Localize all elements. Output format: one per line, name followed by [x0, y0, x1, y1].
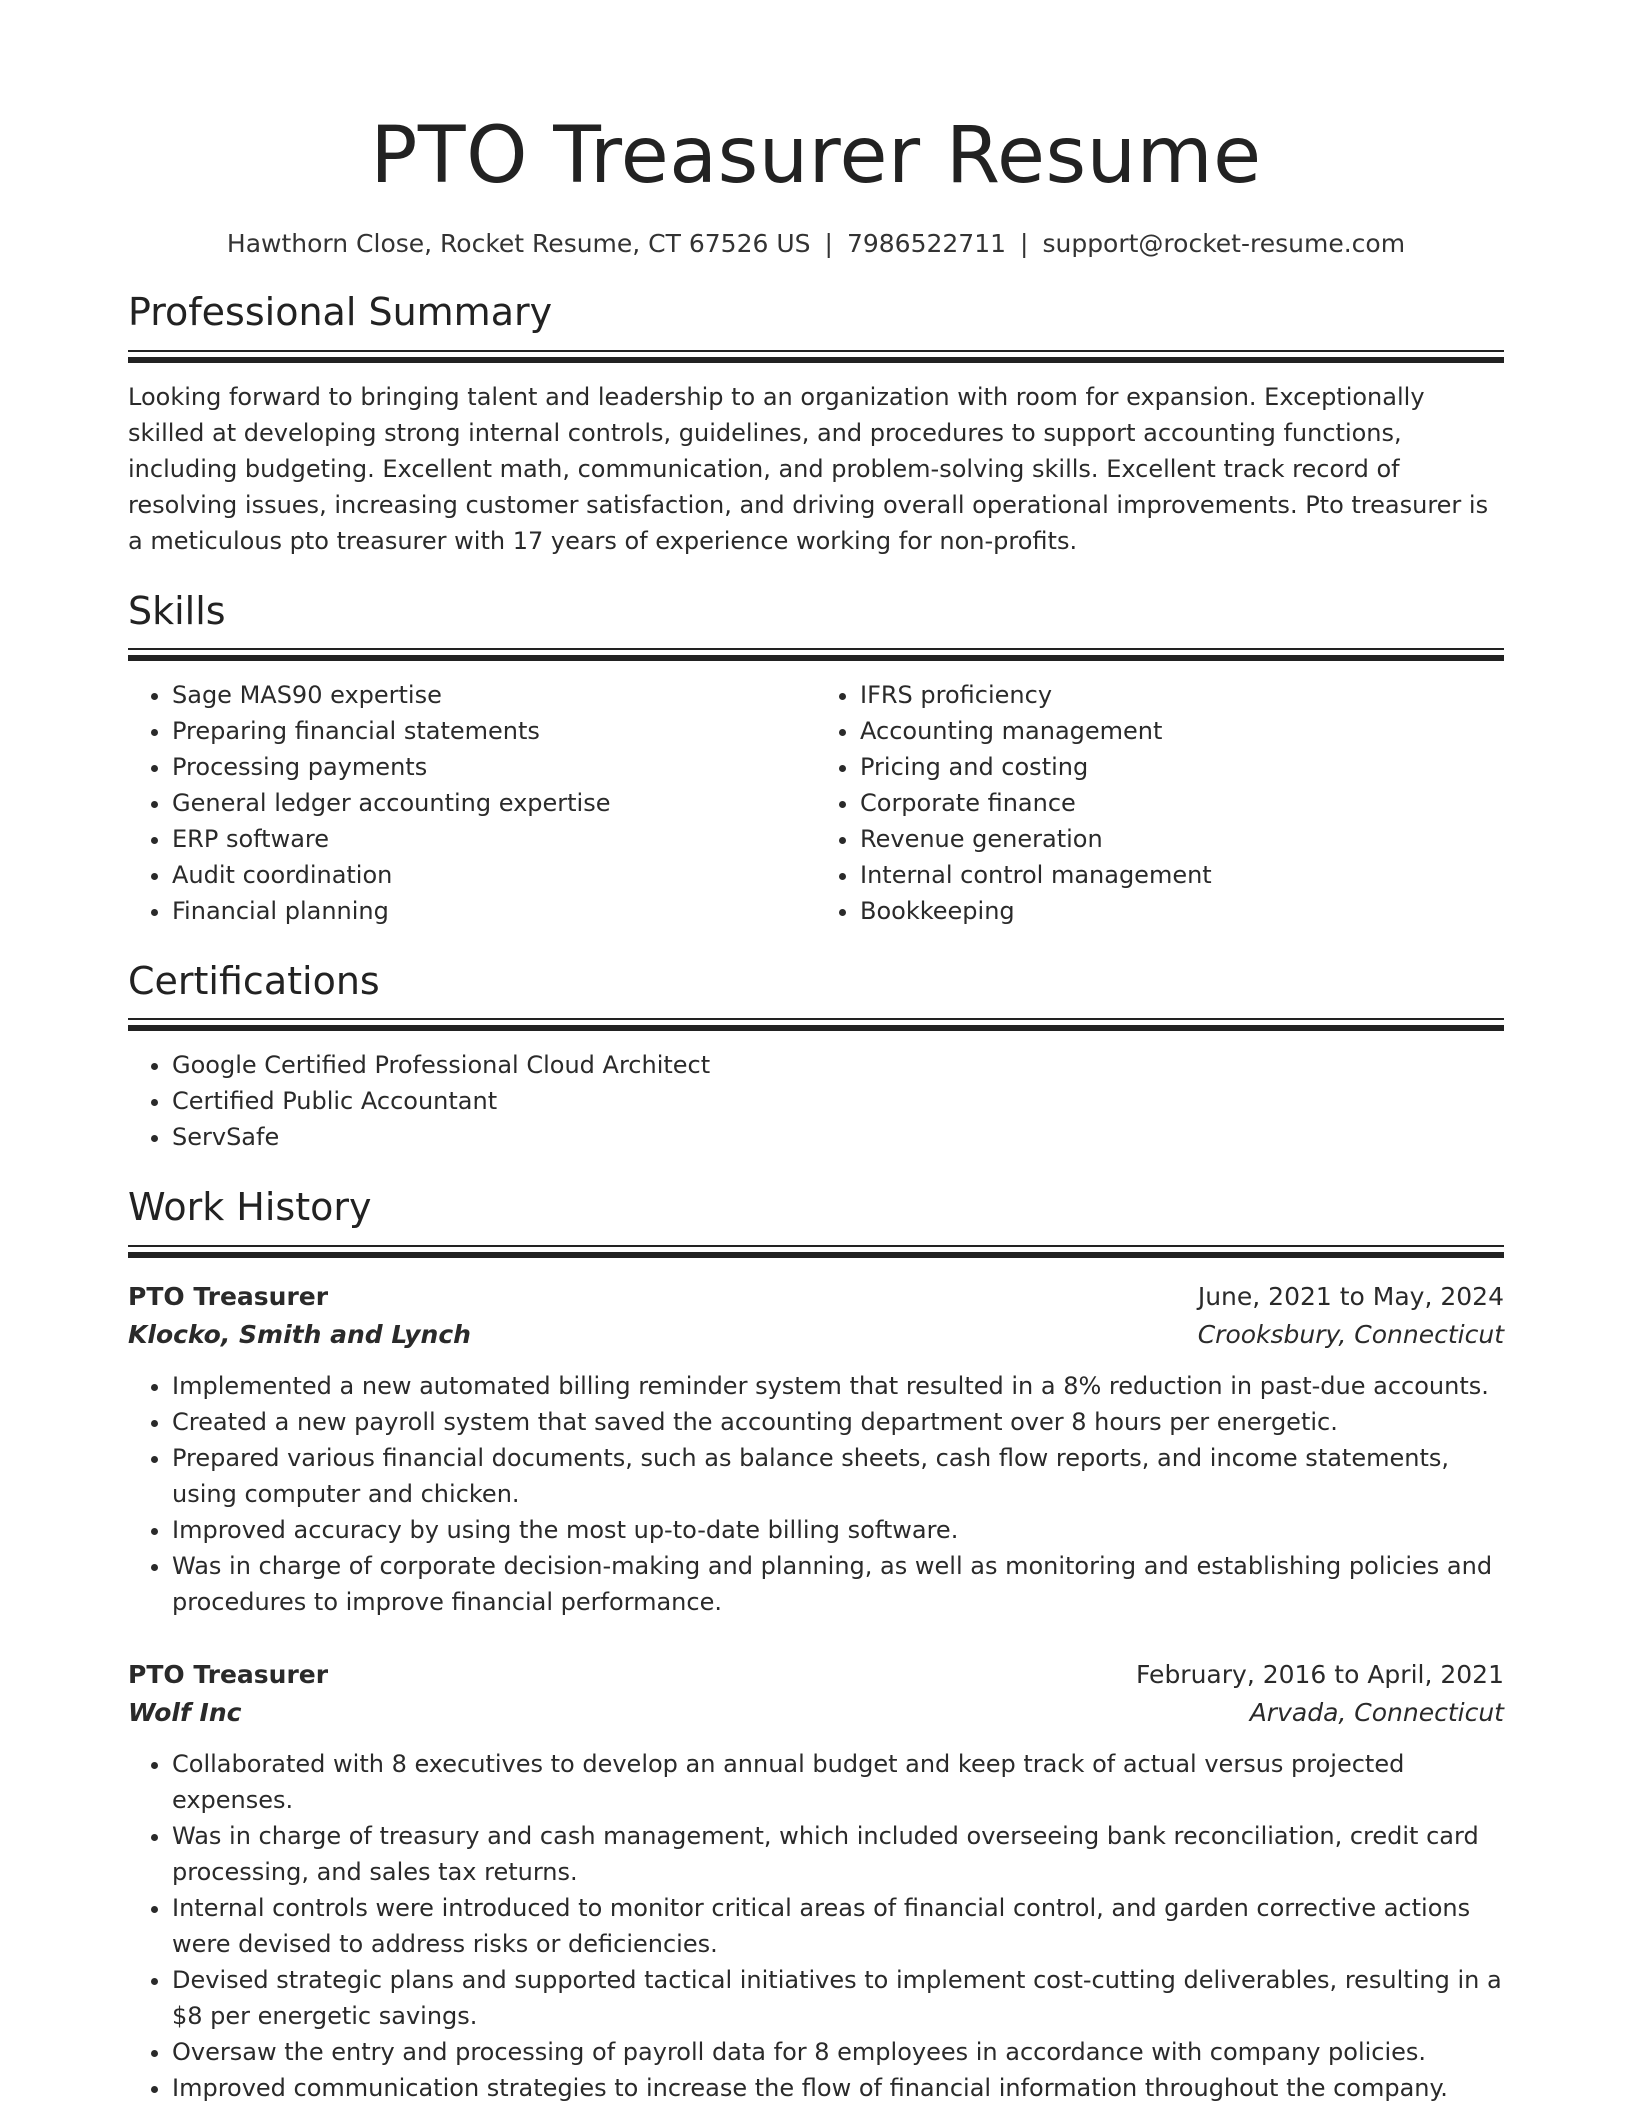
skill-item: • General ledger accounting expertise [172, 785, 816, 821]
contact-address: Hawthorn Close, Rocket Resume, CT 67526 US [226, 228, 811, 258]
skill-item: • Internal control management [860, 857, 1504, 893]
job-company-row [128, 1316, 1504, 1354]
certifications-section [128, 957, 1504, 1155]
skill-item: • Accounting management [860, 713, 1504, 749]
section-divider [128, 350, 1504, 363]
skill-item: • Bookkeeping [860, 893, 1504, 929]
job-header-row [128, 1656, 1504, 1694]
job-dates: June, 2021 to May, 2024 [1197, 1281, 1504, 1311]
certification-item: • ServSafe [172, 1119, 1504, 1155]
job-title: PTO Treasurer [128, 1281, 329, 1311]
job-duties-list [128, 1746, 1504, 2106]
skill-item: • Audit coordination [172, 857, 816, 893]
certifications-list [128, 1047, 1504, 1155]
job-duty-item: • Prepared various financial documents, such as balance sheets, cash flow reports, and income statements, using computer and chicken. [172, 1440, 1504, 1512]
certification-item: • Google Certified Professional Cloud Architect [172, 1047, 1504, 1083]
job-company: Klocko, Smith and Lynch [128, 1319, 471, 1349]
work-history-section [128, 1183, 1504, 2105]
contact-separator: | [824, 228, 833, 258]
skill-item: • Financial planning [172, 893, 816, 929]
section-divider [128, 1245, 1504, 1258]
summary-text: Looking forward to bringing talent and leadership to an organization with room for expansion. Exceptionally skilled at developing strong internal controls, guidelines, and procedures to support accounting functions, including budgeting. Excellent math, communication, and problem-solving skills. Excellent track record of resolving issues, increasing customer satisfaction, and driving overall operational improvements. Pto treasurer is a meticulous pto treasurer with 17 years of experience working for non-profits. [128, 382, 1489, 555]
contact-email: support@rocket-resume.com [1042, 228, 1406, 258]
job-duty-item: • Was in charge of treasury and cash management, which included overseeing bank reconciliation, credit card processing, and sales tax returns. [172, 1818, 1504, 1890]
skills-grid [128, 677, 1504, 929]
skills-list-left [128, 677, 816, 929]
contact-separator: | [1020, 228, 1029, 258]
job-company: Wolf Inc [128, 1697, 242, 1727]
skill-item: • Preparing financial statements [172, 713, 816, 749]
skill-item: • Sage MAS90 expertise [172, 677, 816, 713]
job-duty-item: • Oversaw the entry and processing of payroll data for 8 employees in accordance with company policies. [172, 2034, 1504, 2070]
certifications-heading: Certifications [128, 958, 380, 1003]
section-divider [128, 648, 1504, 661]
job-duty-item: • Internal controls were introduced to monitor critical areas of financial control, and garden corrective actions were devised to address risks or deficiencies. [172, 1890, 1504, 1962]
certification-item: • Certified Public Accountant [172, 1083, 1504, 1119]
skill-item: • ERP software [172, 821, 816, 857]
job-dates: February, 2016 to April, 2021 [1136, 1659, 1504, 1689]
skill-item: • Revenue generation [860, 821, 1504, 857]
job-entry [128, 1278, 1504, 1620]
skill-item: • Corporate finance [860, 785, 1504, 821]
summary-section [128, 288, 1504, 558]
summary-heading: Professional Summary [128, 290, 553, 335]
section-divider [128, 1018, 1504, 1031]
job-duty-item: • Improved communication strategies to increase the flow of financial information throughout the company. [172, 2070, 1504, 2106]
work-history-heading: Work History [128, 1185, 372, 1230]
skills-list-right [816, 677, 1504, 929]
job-duty-item: • Implemented a new automated billing reminder system that resulted in a 8% reduction in past-due accounts. [172, 1368, 1504, 1404]
skill-item: • IFRS proficiency [860, 677, 1504, 713]
job-entry [128, 1656, 1504, 2106]
job-duty-item: • Created a new payroll system that saved the accounting department over 8 hours per energetic. [172, 1404, 1504, 1440]
job-header-row [128, 1278, 1504, 1316]
contact-phone: 7986522711 [846, 228, 1007, 258]
job-company-row [128, 1694, 1504, 1732]
job-duty-item: • Was in charge of corporate decision-making and planning, as well as monitoring and establishing policies and procedures to improve financial performance. [172, 1548, 1504, 1620]
job-duty-item: • Improved accuracy by using the most up-to-date billing software. [172, 1512, 1504, 1548]
job-duties-list [128, 1368, 1504, 1620]
contact-line [128, 228, 1504, 261]
job-location: Arvada, Connecticut [1249, 1697, 1504, 1727]
skills-section [128, 587, 1504, 929]
job-title: PTO Treasurer [128, 1659, 329, 1689]
resume-title: PTO Treasurer Resume [370, 111, 1262, 201]
job-duty-item: • Collaborated with 8 executives to develop an annual budget and keep track of actual versus projected expenses. [172, 1746, 1504, 1818]
skill-item: • Processing payments [172, 749, 816, 785]
job-location: Crooksbury, Connecticut [1197, 1319, 1504, 1349]
skill-item: • Pricing and costing [860, 749, 1504, 785]
job-duty-item: • Devised strategic plans and supported tactical initiatives to implement cost-cutting deliverables, resulting in a $8 per energetic savings. [172, 1962, 1504, 2034]
skills-heading: Skills [128, 588, 226, 633]
